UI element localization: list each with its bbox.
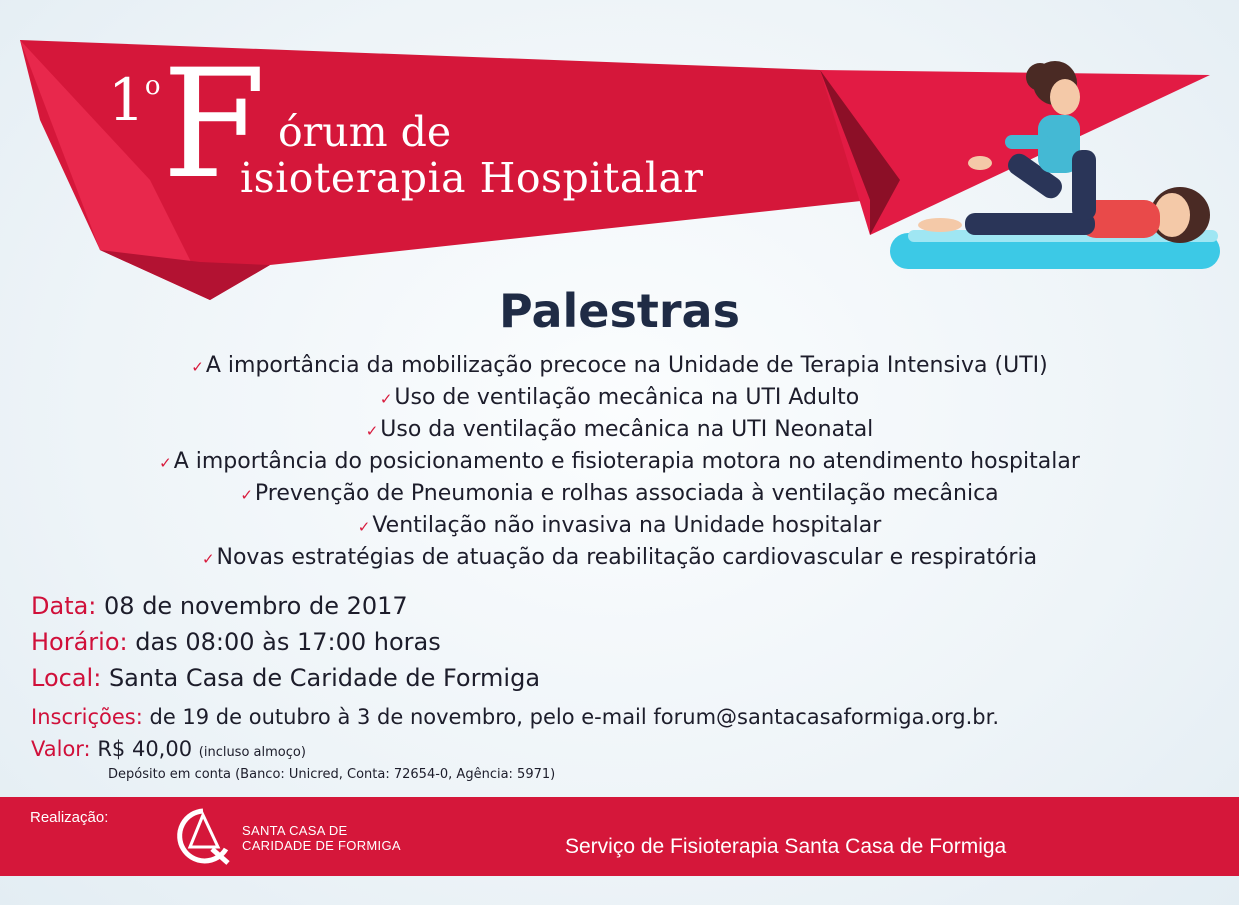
deposit-info: Depósito em conta (Banco: Unicred, Conta: 72654-0, Agência: 5971) <box>108 767 556 782</box>
talk-item: ✓Prevenção de Pneumonia e rolhas associada à ventilação mecânica <box>240 481 999 506</box>
check-icon: ✓ <box>240 486 253 504</box>
date-row <box>31 592 408 620</box>
price-value: R$ 40,00 <box>97 737 193 761</box>
time-label: Horário: <box>31 628 128 656</box>
title-line-1: órum de <box>278 108 452 156</box>
signup-value: de 19 de outubro à 3 de novembro, pelo e-mail forum@santacasaformiga.org.br. <box>149 705 999 729</box>
section-title: Palestras <box>499 284 740 338</box>
talk-list <box>0 350 1239 574</box>
footer-bar <box>0 797 1239 876</box>
realizacao-label: Realização: <box>30 809 109 826</box>
signup-row <box>31 705 999 729</box>
signup-label: Inscrições: <box>31 705 143 729</box>
logo-line-2: CARIDADE DE FORMIGA <box>242 838 401 853</box>
place-label: Local: <box>31 664 102 692</box>
date-value: 08 de novembro de 2017 <box>104 592 408 620</box>
talk-item: ✓Ventilação não invasiva na Unidade hospitalar <box>357 513 882 538</box>
place-value: Santa Casa de Caridade de Formiga <box>108 664 541 692</box>
title-initial: F <box>162 38 267 212</box>
santa-casa-logo-icon <box>172 805 234 867</box>
date-label: Data: <box>31 592 97 620</box>
check-icon: ✓ <box>365 422 379 440</box>
check-icon: ✓ <box>357 518 371 536</box>
service-name: Serviço de Fisioterapia Santa Casa de Formiga <box>565 835 1007 858</box>
time-value: das 08:00 às 17:00 horas <box>135 628 441 656</box>
logo-line-1: SANTA CASA DE <box>242 823 348 838</box>
physiotherapy-illustration <box>880 55 1225 280</box>
price-note: (incluso almoço) <box>198 745 306 760</box>
talk-item: ✓Uso de ventilação mecânica na UTI Adulto <box>379 385 860 410</box>
price-label: Valor: <box>31 737 91 761</box>
time-row <box>31 628 441 656</box>
title-line-2: isioterapia Hospitalar <box>240 154 704 202</box>
talk-item: ✓Novas estratégias de atuação da reabilitação cardiovascular e respiratória <box>201 545 1038 570</box>
price-row <box>31 737 306 761</box>
check-icon: ✓ <box>201 550 215 568</box>
talk-item: ✓A importância da mobilização precoce na Unidade de Terapia Intensiva (UTI) <box>191 353 1048 378</box>
title-ordinal: 1$^o$ <box>108 66 161 134</box>
check-icon: ✓ <box>379 390 393 408</box>
talk-item: ✓A importância do posicionamento e fisioterapia motora no atendimento hospitalar <box>159 449 1080 474</box>
logo-text <box>242 823 401 853</box>
talk-item: ✓Uso da ventilação mecânica na UTI Neonatal <box>365 417 874 442</box>
place-row <box>31 664 540 692</box>
check-icon: ✓ <box>191 358 204 376</box>
check-icon: ✓ <box>159 454 172 472</box>
